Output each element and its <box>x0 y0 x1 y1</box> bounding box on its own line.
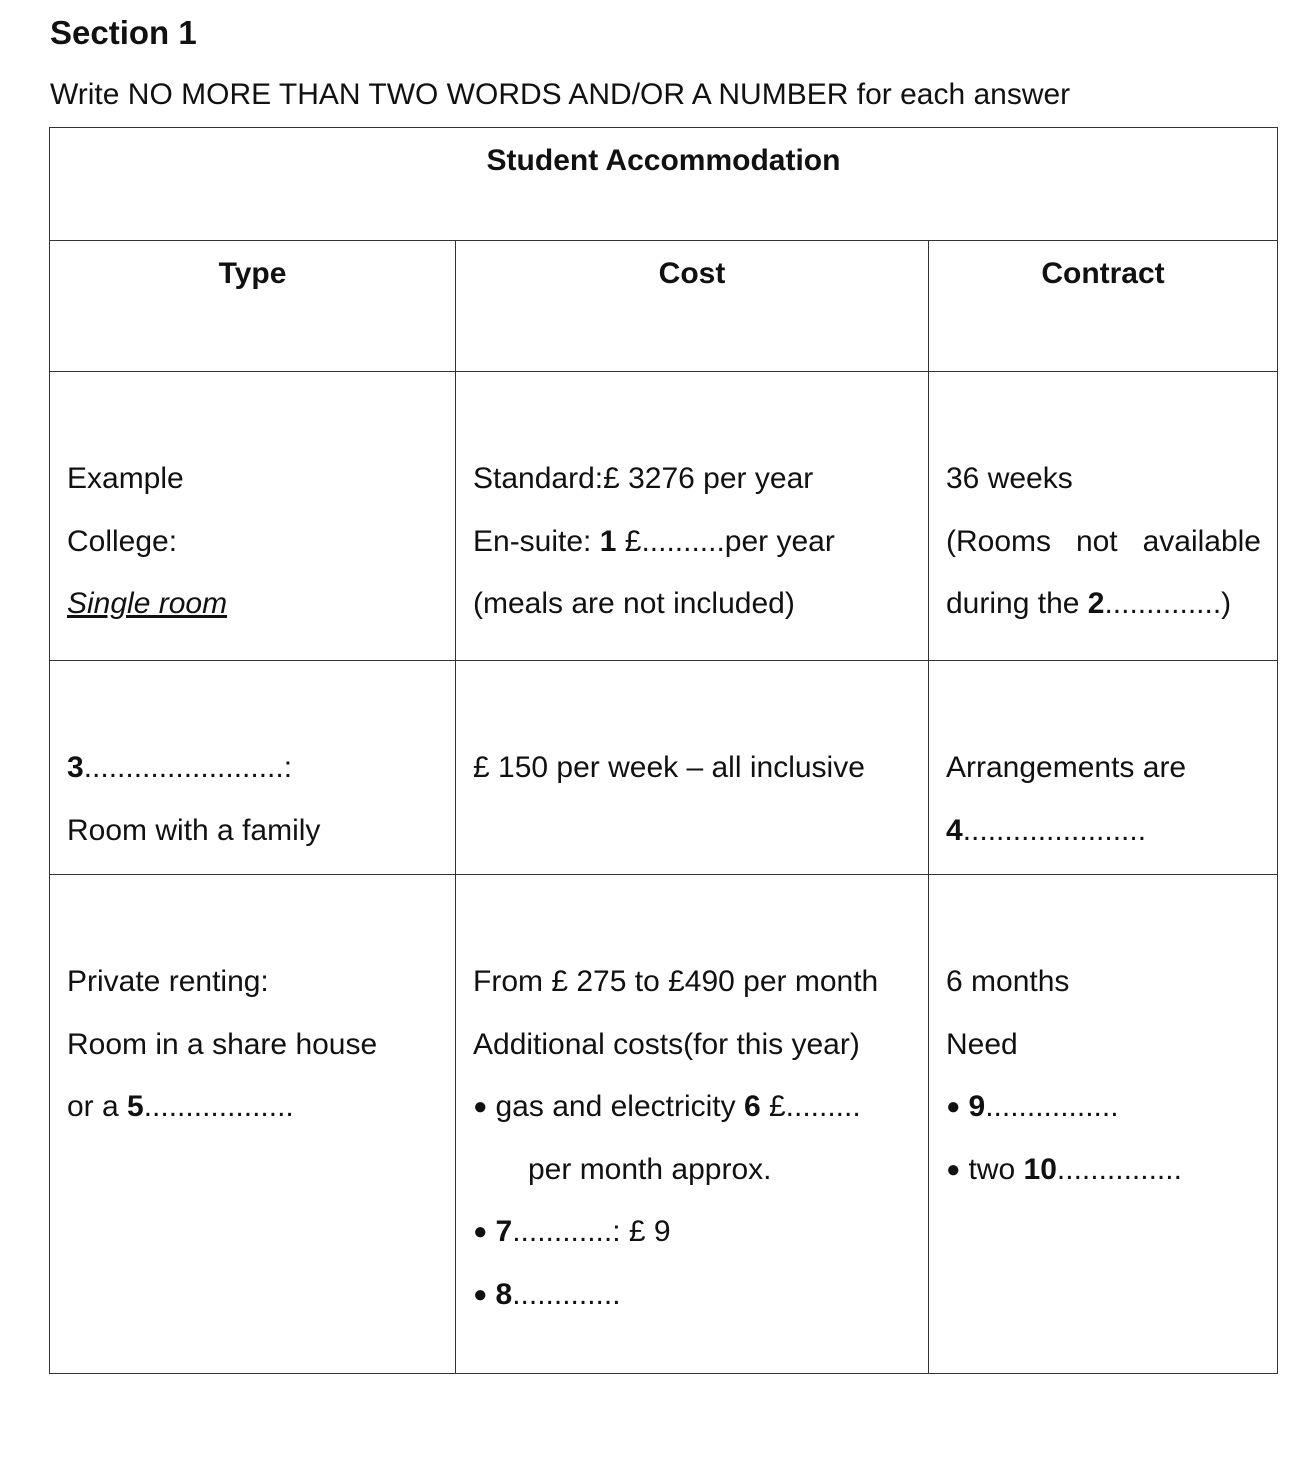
cost-cell <box>456 875 929 1374</box>
answer-blank: £..........per year <box>616 524 835 558</box>
cost-text: Standard:£ 3276 per year <box>473 462 814 495</box>
cost-text: From £ 275 to £490 per month <box>473 965 879 998</box>
answer-blank: ............. <box>512 1277 621 1311</box>
cost-text: £ 150 per week – all inclusive <box>473 751 865 784</box>
type-text: Room with a family <box>67 813 321 847</box>
table-row <box>50 875 1278 1374</box>
type-text: or a <box>67 1090 128 1123</box>
question-number: 4 <box>946 813 963 847</box>
header-cost: Cost <box>658 257 726 290</box>
contract-cell <box>929 875 1278 1374</box>
answer-blank: ............... <box>1056 1152 1182 1186</box>
answer-blank: £......... <box>760 1090 861 1123</box>
question-number: 6 <box>743 1090 761 1123</box>
contract-text: available <box>1142 524 1261 558</box>
question-number: 2 <box>1087 587 1105 620</box>
bullet-item <box>946 1076 1267 1139</box>
question-number: 3 <box>67 751 84 784</box>
answer-blank: ............: £ 9 <box>512 1215 671 1248</box>
header-type-cell <box>50 241 456 372</box>
instruction-text: Write NO MORE THAN TWO WORDS AND/OR A NUMBER for each answer <box>50 78 1071 111</box>
bullet-item <box>473 1076 918 1139</box>
type-text: Single room <box>67 587 228 620</box>
bullet-item <box>946 1139 1267 1202</box>
question-number: 9 <box>968 1090 986 1123</box>
answer-blank: ..............) <box>1104 587 1232 620</box>
header-cost-cell <box>456 241 929 372</box>
contract-cell <box>929 372 1278 661</box>
question-number: 8 <box>495 1277 513 1311</box>
header-contract-cell <box>929 241 1278 372</box>
question-number: 5 <box>127 1090 144 1123</box>
header-contract: Contract <box>1041 257 1165 290</box>
type-cell <box>50 875 456 1374</box>
cost-text: gas and electricity <box>495 1090 744 1123</box>
type-cell <box>50 372 456 661</box>
cost-text: (meals are not included) <box>473 587 795 620</box>
cost-text: per month approx. <box>528 1152 772 1186</box>
contract-text: 6 months <box>946 965 1070 998</box>
contract-text: (Rooms <box>946 524 1052 558</box>
answer-blank: ................ <box>985 1090 1119 1123</box>
contract-text: not <box>1075 524 1118 558</box>
cost-text: Additional costs(for this year) <box>473 1027 860 1061</box>
section-heading: Section 1 <box>50 14 197 51</box>
contract-text: two <box>968 1152 1024 1186</box>
type-text: Example <box>67 462 184 495</box>
answer-blank: ...................... <box>962 813 1147 847</box>
contract-text: Need <box>946 1027 1018 1061</box>
table-row <box>50 372 1278 661</box>
cost-text: En-suite: <box>473 524 600 558</box>
bullet-item <box>473 1264 918 1327</box>
question-number: 10 <box>1023 1152 1057 1186</box>
table-title-cell <box>50 128 1278 241</box>
contract-text: 36 weeks <box>946 462 1073 495</box>
contract-cell <box>929 661 1278 875</box>
cost-cell <box>456 372 929 661</box>
header-type: Type <box>218 257 287 290</box>
cost-cell <box>456 661 929 875</box>
table-row <box>50 661 1278 875</box>
question-number: 1 <box>599 524 617 558</box>
type-text: Room in a share house <box>67 1027 378 1061</box>
type-text: Private renting: <box>67 965 269 998</box>
type-cell <box>50 661 456 875</box>
question-number: 7 <box>495 1215 513 1248</box>
answer-blank: ........................: <box>83 751 293 784</box>
table-title: Student Accommodation <box>486 144 841 177</box>
contract-text: Arrangements are <box>946 751 1187 784</box>
answer-blank: .................. <box>143 1090 294 1123</box>
accommodation-table <box>49 127 1278 1374</box>
type-text: College: <box>67 524 178 558</box>
contract-text: during the <box>946 587 1088 620</box>
bullet-item <box>473 1201 918 1264</box>
